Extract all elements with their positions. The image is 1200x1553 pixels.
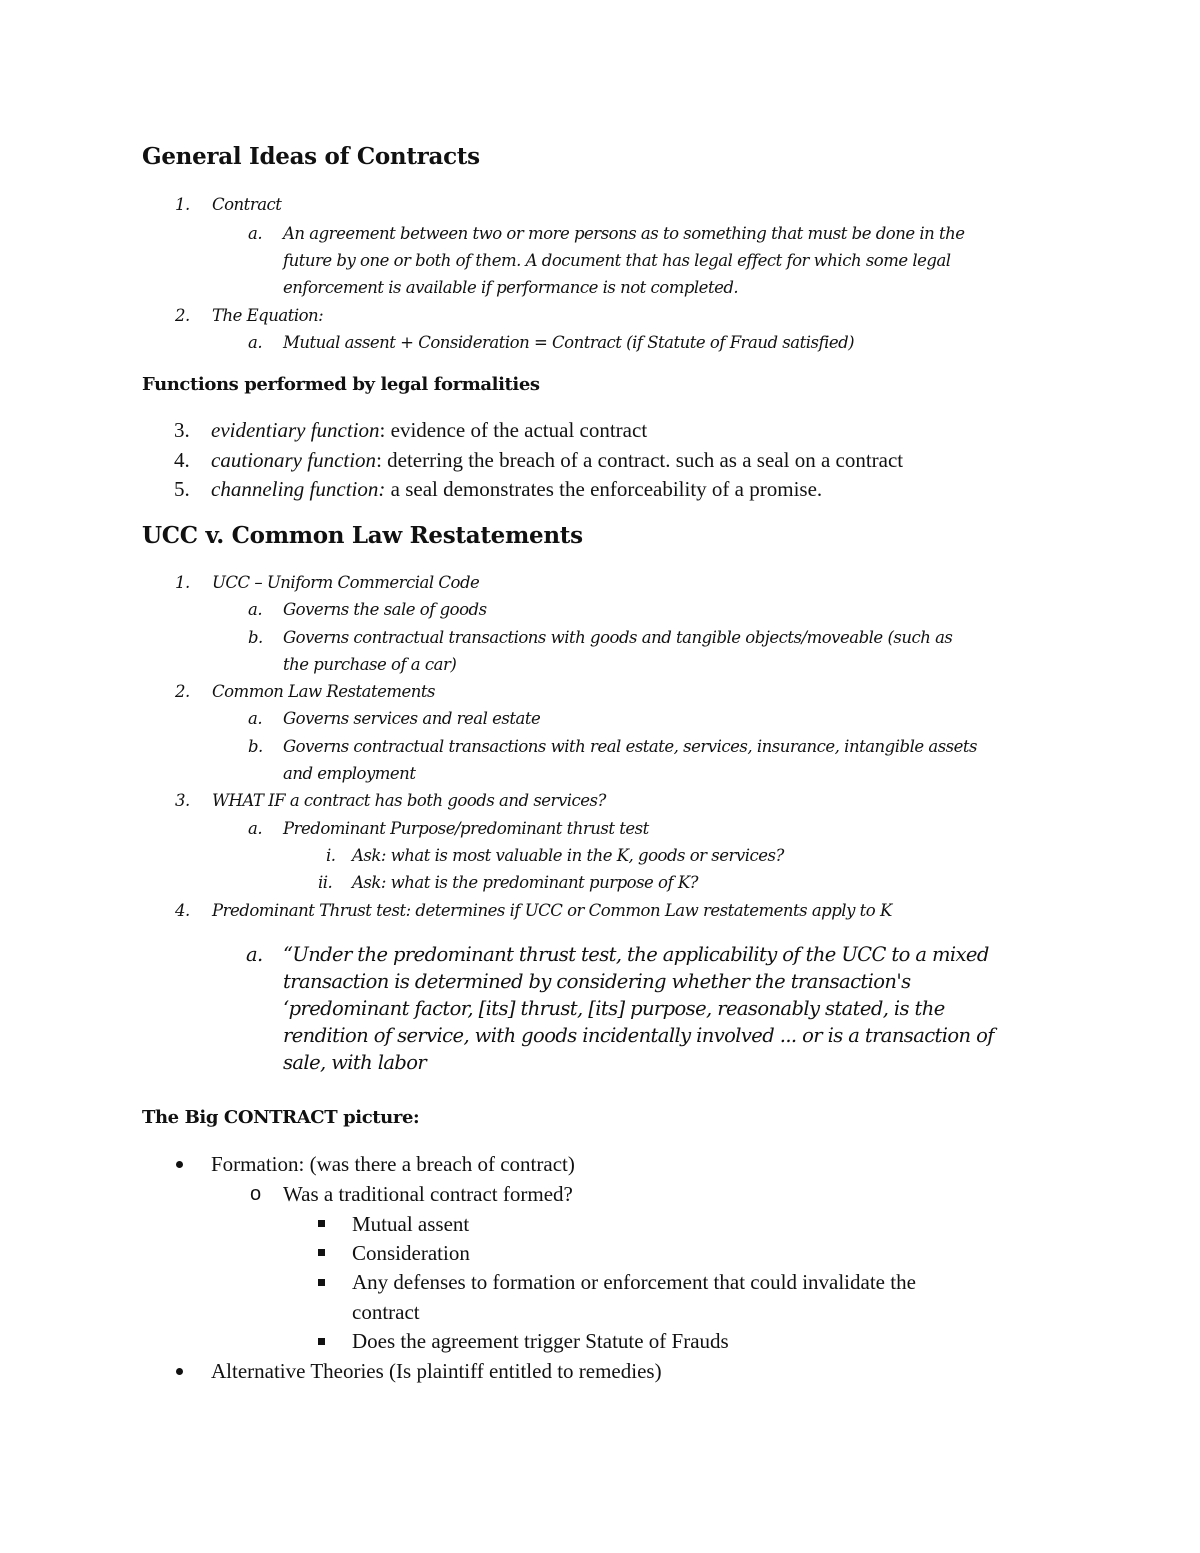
element-defenses: Any defenses to formation or enforcement that could invalidate the bbox=[352, 1270, 916, 1294]
list-marker: b. bbox=[248, 628, 263, 647]
function-item-channeling bbox=[211, 477, 822, 502]
list-marker: 3. bbox=[174, 418, 190, 442]
list-marker: a. bbox=[248, 333, 263, 352]
element-statute-of-frauds: Does the agreement trigger Statute of Frauds bbox=[352, 1329, 729, 1353]
common-law-point: Governs services and real estate bbox=[283, 709, 541, 728]
test-name: Predominant Purpose/predominant thrust test bbox=[283, 819, 649, 838]
square-bullet-icon bbox=[318, 1249, 325, 1256]
function-term: channeling function: bbox=[211, 477, 386, 501]
quote-line: transaction is determined by considering whether the transaction's bbox=[283, 970, 911, 993]
list-marker: 2. bbox=[175, 682, 190, 701]
list-marker: 1. bbox=[175, 573, 190, 592]
traditional-contract-item: Was a traditional contract formed? bbox=[283, 1182, 573, 1206]
function-item-cautionary bbox=[211, 448, 903, 473]
list-item-common-law: Common Law Restatements bbox=[212, 682, 435, 701]
list-marker: 1. bbox=[175, 195, 190, 214]
list-marker: a. bbox=[248, 224, 263, 243]
heading-general-ideas: General Ideas of Contracts bbox=[142, 143, 480, 170]
list-marker: 4. bbox=[174, 448, 190, 472]
quote-line: ‘predominant factor, [its] thrust, [its] purpose, reasonably stated, is the bbox=[283, 997, 945, 1020]
definition-line: An agreement between two or more persons as to something that must be done in the bbox=[283, 224, 965, 243]
circle-bullet-icon: o bbox=[250, 1183, 262, 1205]
alternative-theories-item: Alternative Theories (Is plaintiff entitled to remedies) bbox=[211, 1359, 662, 1383]
list-marker: a. bbox=[248, 819, 263, 838]
function-term: evidentiary function bbox=[211, 418, 380, 442]
list-marker: b. bbox=[248, 737, 263, 756]
function-desc: : deterring the breach of a contract. such as a seal on a contract bbox=[376, 448, 904, 472]
bullet-icon bbox=[176, 1161, 183, 1168]
list-marker: 4. bbox=[175, 901, 190, 920]
list-marker: 5. bbox=[174, 477, 190, 501]
list-marker: a. bbox=[246, 943, 263, 966]
list-marker: a. bbox=[248, 600, 263, 619]
list-marker: a. bbox=[248, 709, 263, 728]
element-defenses-cont: contract bbox=[352, 1300, 420, 1324]
list-item-ucc: UCC – Uniform Commercial Code bbox=[212, 573, 480, 592]
heading-big-picture: The Big CONTRACT picture: bbox=[142, 1107, 420, 1128]
function-desc: a seal demonstrates the enforceability of a promise. bbox=[385, 477, 823, 501]
list-item-what-if: WHAT IF a contract has both goods and services? bbox=[212, 791, 606, 810]
function-term: cautionary function bbox=[211, 448, 377, 472]
square-bullet-icon bbox=[318, 1338, 325, 1345]
function-item-evidentiary bbox=[211, 418, 647, 443]
list-item-equation: The Equation: bbox=[212, 306, 324, 325]
list-marker: ii. bbox=[318, 873, 333, 892]
test-question: Ask: what is most valuable in the K, goods or services? bbox=[352, 846, 784, 865]
list-item-contract: Contract bbox=[212, 195, 282, 214]
heading-functions: Functions performed by legal formalities bbox=[142, 374, 540, 395]
list-marker: 3. bbox=[175, 791, 190, 810]
test-question: Ask: what is the predominant purpose of K? bbox=[352, 873, 699, 892]
function-desc: : evidence of the actual contract bbox=[379, 418, 648, 442]
quote-line: “Under the predominant thrust test, the applicability of the UCC to a mixed bbox=[283, 943, 989, 966]
common-law-point: and employment bbox=[283, 764, 416, 783]
bullet-icon bbox=[176, 1368, 183, 1375]
equation-text: Mutual assent + Consideration = Contract (if Statute of Fraud satisfied) bbox=[283, 333, 855, 352]
formation-item: Formation: (was there a breach of contract) bbox=[211, 1152, 575, 1176]
ucc-point: Governs the sale of goods bbox=[283, 600, 487, 619]
definition-line: enforcement is available if performance is not completed. bbox=[283, 278, 739, 297]
square-bullet-icon bbox=[318, 1220, 325, 1227]
ucc-point: the purchase of a car) bbox=[283, 655, 457, 674]
element-consideration: Consideration bbox=[352, 1241, 470, 1265]
list-item-predominant-thrust: Predominant Thrust test: determines if UCC or Common Law restatements apply to K bbox=[212, 901, 892, 920]
quote-line: rendition of service, with goods incidentally involved ... or is a transaction of bbox=[283, 1024, 994, 1047]
list-marker: 2. bbox=[175, 306, 190, 325]
square-bullet-icon bbox=[318, 1279, 325, 1286]
quote-line: sale, with labor bbox=[283, 1051, 427, 1074]
common-law-point: Governs contractual transactions with real estate, services, insurance, intangible assets bbox=[283, 737, 977, 756]
element-mutual-assent: Mutual assent bbox=[352, 1212, 470, 1236]
ucc-point: Governs contractual transactions with goods and tangible objects/moveable (such as bbox=[283, 628, 953, 647]
definition-line: future by one or both of them. A document that has legal effect for which some legal bbox=[283, 251, 951, 270]
list-marker: i. bbox=[326, 846, 336, 865]
heading-ucc-v-common-law: UCC v. Common Law Restatements bbox=[142, 522, 583, 549]
